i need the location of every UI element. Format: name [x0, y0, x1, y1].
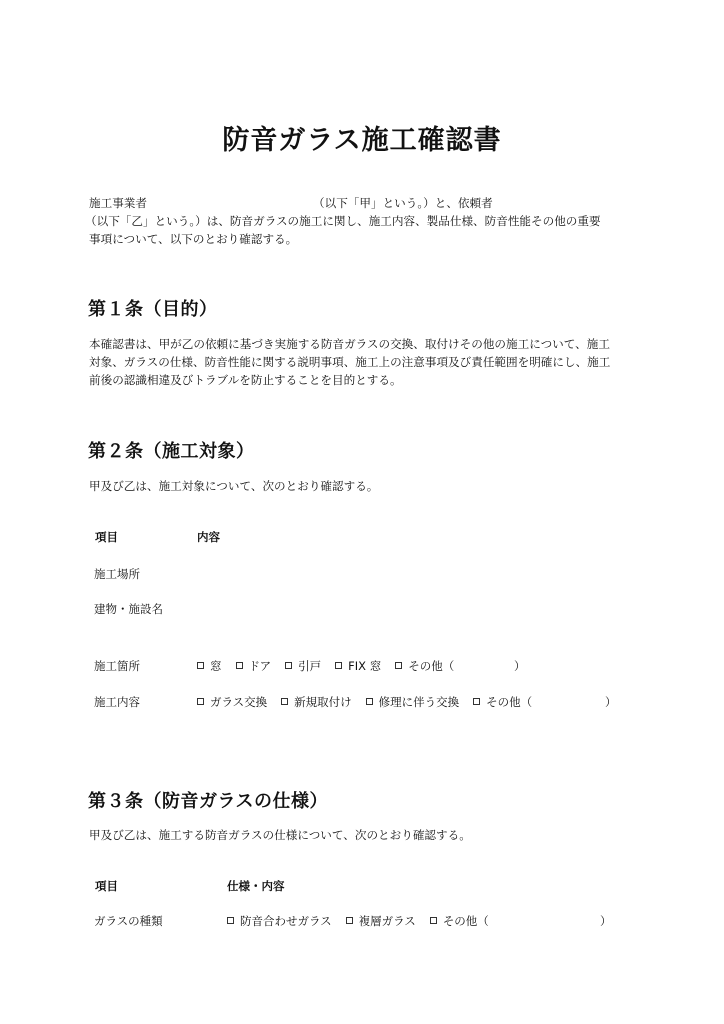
checkbox-icon[interactable] — [285, 662, 292, 669]
checkbox-icon[interactable] — [335, 662, 342, 669]
option-laminated-glass[interactable]: 防音合わせガラス — [227, 913, 332, 929]
option-other[interactable]: その他（ — [395, 658, 454, 674]
checkbox-icon[interactable] — [227, 917, 234, 924]
option-window[interactable]: 窓 — [197, 658, 222, 674]
checkbox-icon[interactable] — [197, 662, 204, 669]
row-label-location: 施工箇所 — [94, 659, 140, 673]
glass-type-options — [227, 913, 503, 929]
content-other-close: ） — [605, 695, 617, 709]
option-other[interactable]: その他（ — [473, 694, 532, 710]
glass-type-other-close: ） — [600, 914, 612, 928]
option-glass-replace[interactable]: ガラス交換 — [197, 694, 267, 710]
intro-line-2: （以下「乙」という。）は、防音ガラスの施工に関し、施工内容、製品仕様、防音性能その他の重要 — [85, 214, 601, 228]
checkbox-icon[interactable] — [236, 662, 243, 669]
row-label-glass-type: ガラスの種類 — [94, 914, 163, 928]
intro-line-1a: 施工事業者 — [89, 196, 147, 210]
option-sliding-door[interactable]: 引戸 — [285, 658, 321, 674]
checkbox-icon[interactable] — [366, 698, 373, 705]
article-3-col-item: 項目 — [95, 879, 118, 893]
intro-line-1b: （以下「甲」という。）と、依頼者 — [313, 196, 493, 210]
option-fix-window[interactable]: FIX 窓 — [335, 658, 381, 674]
article-2-heading: 第２条（施工対象） — [88, 441, 255, 462]
article-1-line-2: 対象、ガラスの仕様、防音性能に関する説明事項、施工上の注意事項及び責任範囲を明確にし、施工 — [89, 355, 611, 369]
checkbox-icon[interactable] — [197, 698, 204, 705]
location-other-close: ） — [514, 659, 526, 673]
article-2-col-item: 項目 — [95, 530, 118, 544]
article-2-lead: 甲及び乙は、施工対象について、次のとおり確認する。 — [89, 479, 379, 493]
article-1-heading: 第１条（目的） — [88, 299, 218, 320]
row-label-place: 施工場所 — [94, 567, 140, 581]
checkbox-icon[interactable] — [395, 662, 402, 669]
article-3-col-content: 仕様・内容 — [227, 879, 285, 893]
checkbox-icon[interactable] — [430, 917, 437, 924]
row-label-content: 施工内容 — [94, 695, 140, 709]
option-door[interactable]: ドア — [236, 658, 272, 674]
option-double-glazing[interactable]: 複層ガラス — [346, 913, 416, 929]
article-3-heading: 第３条（防音ガラスの仕様） — [88, 791, 328, 812]
content-options — [197, 694, 546, 710]
option-repair-replace[interactable]: 修理に伴う交換 — [366, 694, 460, 710]
article-2-col-content: 内容 — [197, 530, 220, 544]
article-1-line-3: 前後の認識相違及びトラブルを防止することを目的とする。 — [89, 373, 402, 387]
checkbox-icon[interactable] — [346, 917, 353, 924]
location-options — [197, 658, 468, 674]
intro-line-3: 事項について、以下のとおり確認する。 — [89, 232, 298, 246]
article-1-line-1: 本確認書は、甲が乙の依頼に基づき実施する防音ガラスの交換、取付けその他の施工について、施工 — [89, 337, 610, 351]
checkbox-icon[interactable] — [281, 698, 288, 705]
document-title: 防音ガラス施工確認書 — [222, 125, 502, 156]
option-other[interactable]: その他（ — [430, 913, 489, 929]
checkbox-icon[interactable] — [473, 698, 480, 705]
option-new-install[interactable]: 新規取付け — [281, 694, 352, 710]
article-3-lead: 甲及び乙は、施工する防音ガラスの仕様について、次のとおり確認する。 — [89, 828, 471, 842]
row-label-building: 建物・施設名 — [94, 602, 163, 616]
